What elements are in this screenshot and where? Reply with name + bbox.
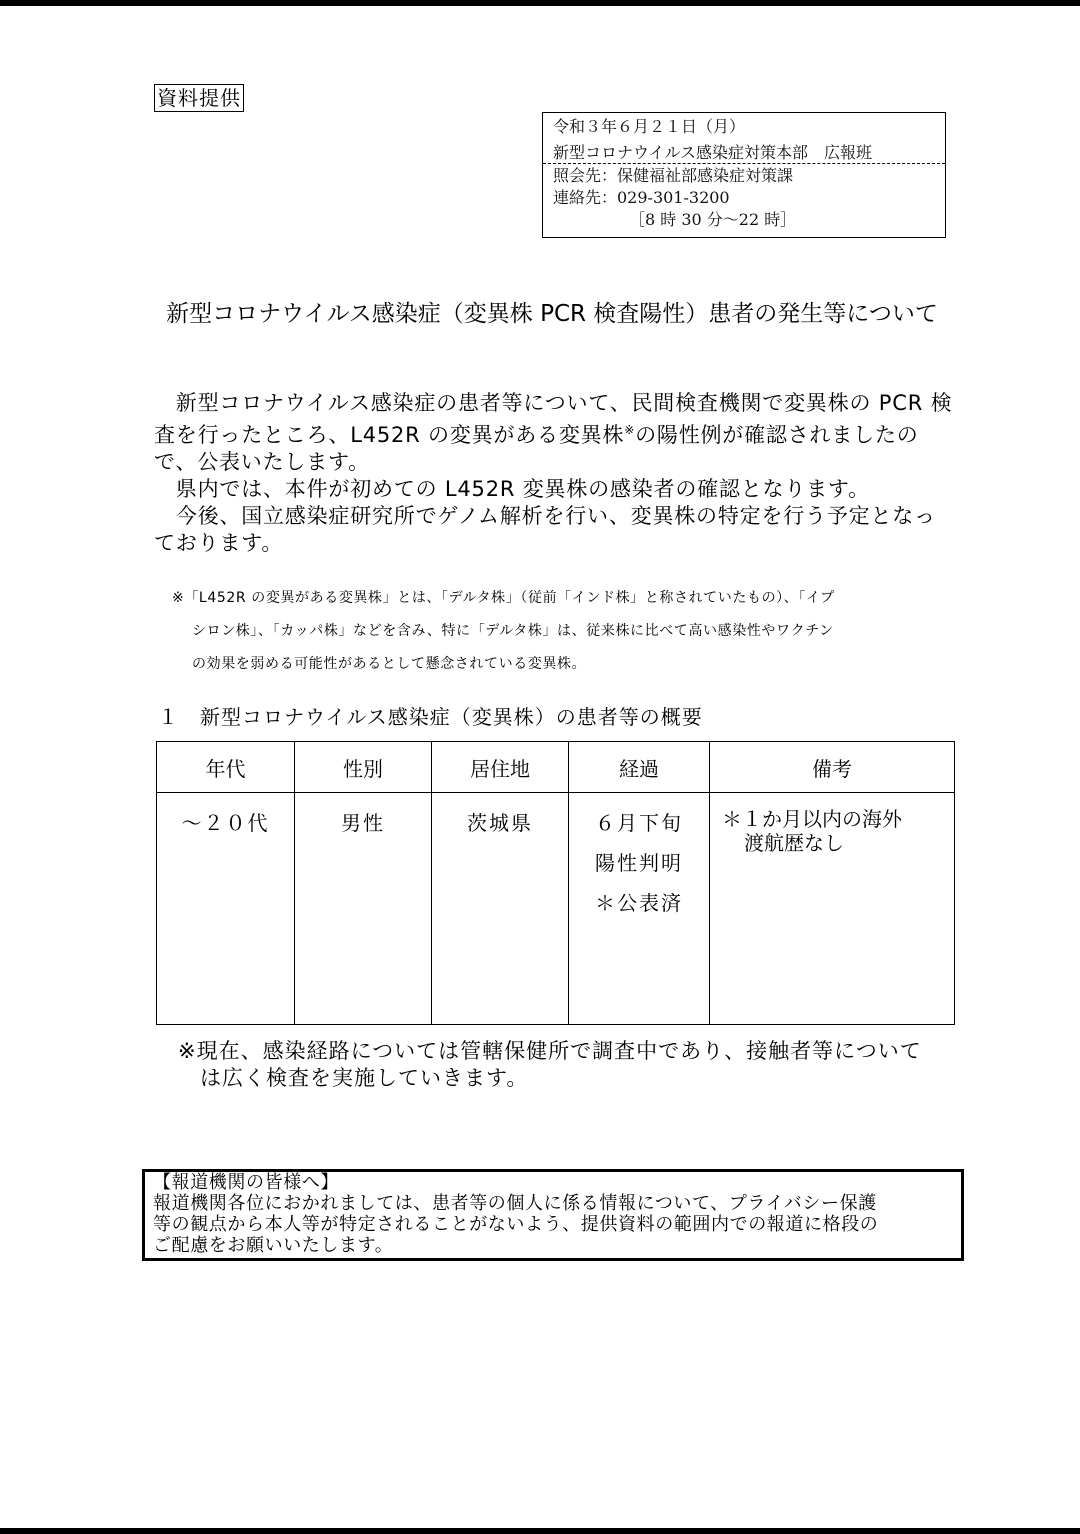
investigation-note-line-2: は広く検査を実施していきます。 [200,1066,529,1090]
table-row [157,793,955,1025]
header-progress: 経過 [569,742,710,793]
contact-hours: ［8 時 30 分～22 時］ [629,210,797,229]
age-value: ～２０代 [181,811,270,835]
press-notice-line-3: ご配慮をお願いいたします。 [153,1235,394,1256]
footnote-line-2: シロン株」、「カッパ株」などを含み、特に「デルタ株」は、従来株に比べて高い感染性やワクチン [192,623,834,639]
press-notice-box [142,1169,964,1261]
cell-sex [295,793,432,1025]
body-paragraph-1-a: 新型コロナウイルス感染症の患者等について、民間検査機関で変異株の PCR 検査を行ったところ、L452R の変異がある変異株 [154,391,953,447]
sex-value: 男性 [341,811,385,835]
footnote-line-1: ※「L452R の変異がある変異株」とは、「デルタ株」（従前「インド株」と称されていたもの）、「イプ [172,590,835,606]
press-notice-line-2: 等の観点から本人等が特定されることがないよう、提供資料の範囲内での報道に格段の [153,1214,879,1235]
contact-phone: 連絡先：029-301-3200 [553,188,730,207]
section-title: １ 新型コロナウイルス感染症（変異株）の患者等の概要 [158,705,703,729]
footnote-mark: ※ [624,423,636,437]
contact-box [542,112,946,238]
patient-table [156,741,955,1025]
press-notice-line-1: 報道機関各位におかれましては、患者等の個人に係る情報について、プライバシー保護 [153,1193,877,1214]
document-type-badge: 資料提供 [154,84,244,112]
press-notice-heading: 【報道機関の皆様へ】 [153,1172,339,1193]
document-title: 新型コロナウイルス感染症（変異株 PCR 検査陽性）患者の発生等について [166,301,938,327]
body-text [154,390,954,557]
body-paragraph-3: 今後、国立感染症研究所でゲノム解析を行い、変異株の特定を行う予定となっております。 [154,504,936,555]
header-residence: 居住地 [432,742,569,793]
issuing-office: 新型コロナウイルス感染症対策本部 広報班 [553,143,873,162]
remarks-line-1: ＊１か月以内の海外 [722,807,902,831]
inquiry-office: 照会先：保健福祉部感染症対策課 [553,166,794,185]
body-paragraph-1-b: の陽性例が確認されましたので、公表いたします。 [154,423,919,474]
progress-line-1: ６月下旬 [595,811,683,835]
cell-residence [432,793,569,1025]
body-paragraph-1 [154,390,954,476]
table-header-row [157,742,955,793]
header-age: 年代 [157,742,295,793]
bottom-border [0,1528,1080,1534]
header-sex: 性別 [295,742,432,793]
header-remarks: 備考 [710,742,955,793]
footnote [172,582,962,681]
body-paragraph-2: 県内では、本件が初めての L452R 変異株の感染者の確認となります。 [154,477,870,501]
residence-value: 茨城県 [467,811,533,835]
cell-remarks [710,793,955,1025]
investigation-note [178,1038,958,1092]
release-date: 令和３年６月２１日（月） [553,117,746,136]
footnote-line-3: の効果を弱める可能性があるとして懸念されている変異株。 [192,656,587,672]
progress-line-2: 陽性判明 [595,851,683,875]
progress-line-3: ＊公表済 [595,891,683,915]
remarks-line-2: 渡航歴なし [744,831,844,855]
top-border [0,0,1080,6]
cell-age [157,793,295,1025]
investigation-note-line-1: ※現在、感染経路については管轄保健所で調査中であり、接触者等について [178,1039,922,1063]
cell-progress [569,793,710,1025]
contact-divider [543,163,945,164]
